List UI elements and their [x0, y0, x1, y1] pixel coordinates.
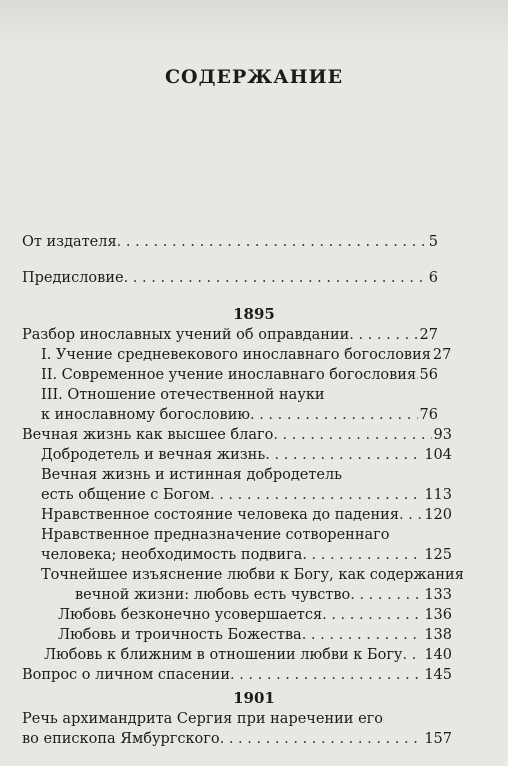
- page-number: 125: [424, 547, 452, 563]
- page-number: 76: [419, 407, 438, 423]
- year-heading: 1901: [233, 689, 275, 707]
- page-number: 113: [424, 487, 452, 503]
- toc-entry: [58, 605, 452, 625]
- toc-entry: [22, 665, 452, 685]
- entry-text: I. Учение средневекового инославнаго богословия: [41, 347, 431, 363]
- entry-text: Разбор инославных учений об оправдании: [22, 327, 350, 343]
- page-number: 133: [424, 587, 452, 603]
- entry-text: Вечная жизнь как высшее благо: [22, 427, 274, 443]
- entry-text: Любовь и троичность Божества: [58, 627, 302, 643]
- entry-text: Любовь безконечно усовершается: [58, 607, 323, 623]
- dot-leader: [230, 665, 422, 685]
- dot-leader: [350, 585, 422, 605]
- entry-text: Речь архимандрита Сергия при наречении его: [22, 711, 383, 727]
- dot-leader: [210, 485, 422, 505]
- dot-leader: [117, 232, 427, 252]
- entry-text: Нравственное состояние человека до падения: [41, 507, 399, 523]
- dot-leader: [322, 605, 422, 625]
- toc-entry: [41, 365, 438, 385]
- dot-leader: [124, 268, 427, 288]
- page-number: 27: [432, 347, 452, 363]
- page-number: 6: [428, 270, 438, 286]
- toc-entry: [22, 232, 438, 252]
- year-heading: 1895: [233, 305, 275, 323]
- page-number: 140: [424, 647, 452, 663]
- page-number: 56: [419, 367, 438, 383]
- entry-text: Нравственное предназначение сотвореннаго: [41, 527, 390, 543]
- dot-leader: [220, 729, 423, 749]
- page-number: 93: [433, 427, 452, 443]
- dot-leader: [302, 545, 422, 565]
- entry-text: III. Отношение отечественной науки: [41, 387, 325, 403]
- toc-entry: [41, 465, 452, 505]
- dot-leader: [250, 405, 418, 425]
- toc-entry: [44, 645, 452, 665]
- entry-text: к инославному богословию: [41, 407, 250, 423]
- dot-leader: [302, 625, 423, 645]
- toc-entry: [58, 625, 452, 645]
- entry-text: во епископа Ямбургского: [22, 731, 220, 747]
- toc-entry: [22, 709, 452, 749]
- page-header-shadow: [0, 0, 508, 48]
- page-number: 104: [424, 447, 452, 463]
- entry-text: Вечная жизнь и истинная добродетель: [41, 467, 343, 483]
- entry-text: Вопрос о личном спасении: [22, 667, 230, 683]
- page-number: 138: [424, 627, 452, 643]
- page-number: 120: [424, 507, 452, 523]
- dot-leader: [265, 445, 422, 465]
- toc-entry: [41, 505, 452, 525]
- toc-entry: [22, 268, 438, 288]
- dot-leader: [349, 325, 417, 345]
- page-number: 157: [424, 731, 452, 747]
- entry-text: вечной жизни: любовь есть чувство: [75, 587, 351, 603]
- dot-leader: [273, 425, 431, 445]
- page-number: 136: [424, 607, 452, 623]
- toc-entry: [41, 445, 452, 465]
- entry-text: Предисловие: [22, 270, 124, 286]
- entry-text: есть общение с Богом: [41, 487, 210, 503]
- entry-text: Точнейшее изъяснение любви к Богу, как содержания: [41, 567, 464, 583]
- entry-text: II. Современное учение инославнаго богословия: [41, 367, 417, 383]
- entry-text: человека; необходимость подвига: [41, 547, 303, 563]
- toc-entry: [41, 385, 438, 425]
- entry-text: Добродетель и вечная жизнь: [41, 447, 266, 463]
- entry-text: От издателя: [22, 234, 117, 250]
- toc-entry: [41, 345, 452, 365]
- toc-entry: [22, 425, 452, 445]
- toc-entry: [41, 565, 464, 605]
- dot-leader: [399, 505, 422, 525]
- page-number: 5: [428, 234, 438, 250]
- toc-entry: [41, 525, 452, 565]
- page-title: СОДЕРЖАНИЕ: [164, 66, 344, 88]
- entry-text: Любовь к ближним в отношении любви к Богу: [44, 647, 403, 663]
- toc-entry: [22, 325, 438, 345]
- page-number: 145: [424, 667, 452, 683]
- dot-leader: [402, 645, 422, 665]
- page-number: 27: [419, 327, 438, 343]
